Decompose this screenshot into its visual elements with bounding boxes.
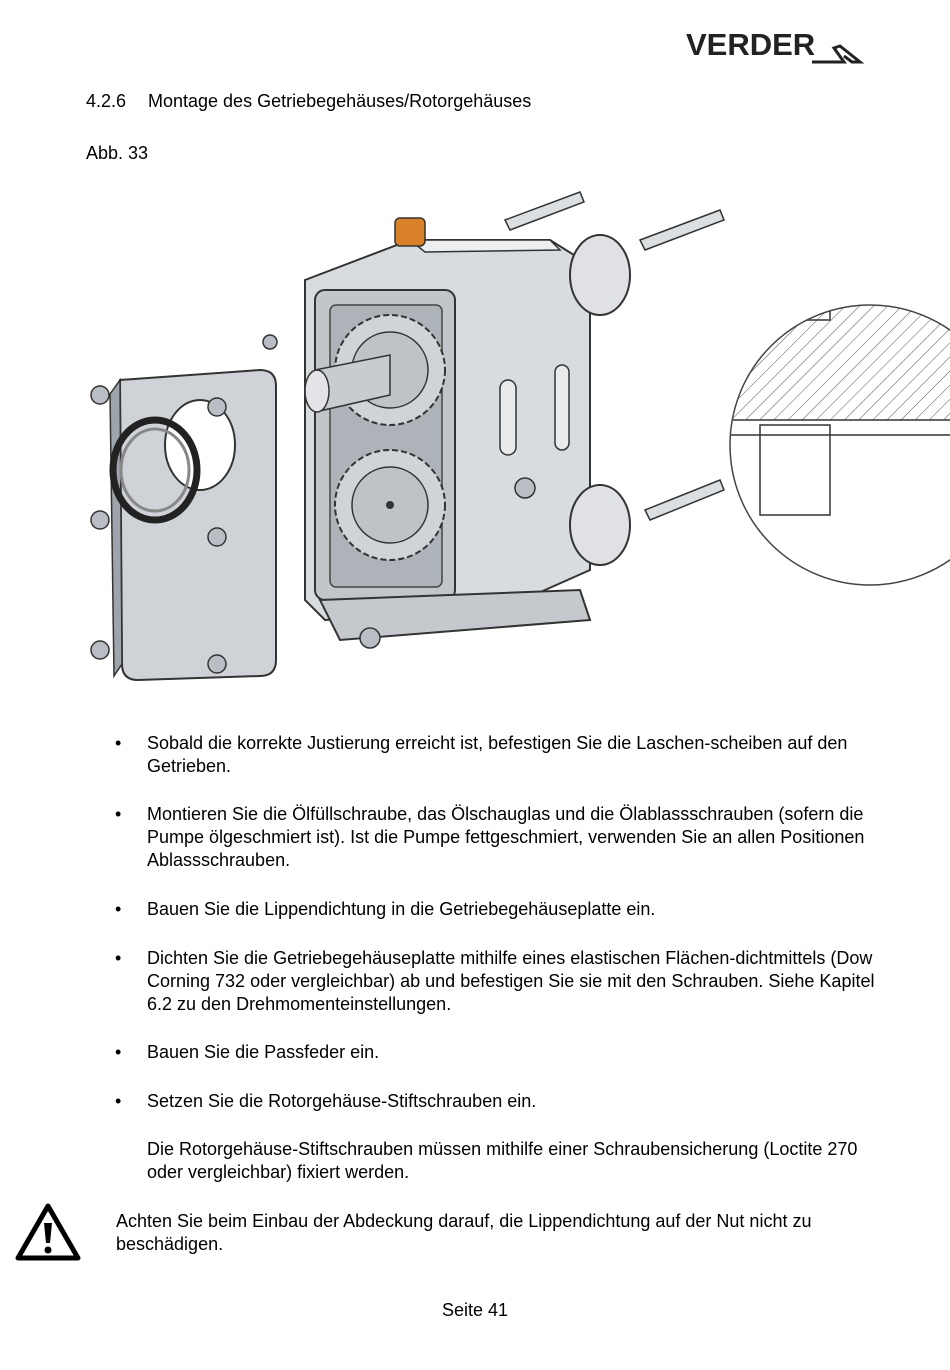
list-item-text: Setzen Sie die Rotorgehäuse-Stiftschrauben ein. — [147, 1091, 537, 1111]
section-title: Montage des Getriebegehäuses/Rotorgehäuses — [148, 91, 532, 111]
list-item-text: Bauen Sie die Passfeder ein. — [147, 1042, 380, 1062]
page-number: Seite 41 — [441, 1300, 509, 1320]
stud-note: Die Rotorgehäuse-Stiftschrauben müssen mithilfe einer Schraubensicherung (Loctite 270 oder vergleichbar) fixiert werden. — [147, 1139, 858, 1182]
list-item-text: Sobald die korrekte Justierung erreicht ist, befestigen Sie die Laschen-scheiben auf den Getrieben. — [147, 733, 848, 776]
list-item-text: Montieren Sie die Ölfüllschraube, das Ölschauglas und die Ölablassschrauben (sofern die Pumpe ölgeschmiert ist). Ist die Pumpe fettgeschmiert, verwenden Sie an allen Positionen Ablassschrauben. — [147, 804, 865, 870]
list-item-text: Bauen Sie die Lippendichtung in die Getriebegehäuseplatte ein. — [147, 899, 656, 919]
list-item: • Bauen Sie die Passfeder ein. — [115, 1042, 380, 1062]
verder-logo — [684, 26, 864, 66]
list-item: • Bauen Sie die Lippendichtung in die Getriebegehäuseplatte ein. — [115, 899, 656, 919]
section-detail — [720, 230, 950, 600]
assembly-drawing — [80, 180, 950, 690]
list-item: • Sobald die korrekte Justierung erreicht ist, befestigen Sie die Laschen-scheiben auf den Getrieben. — [115, 733, 848, 776]
list-item-text: Dichten Sie die Getriebegehäuseplatte mithilfe eines elastischen Flächen-dichtmittels (Dow Corning 732 oder vergleichbar) ab und befestigen Sie sie mit den Schrauben. Siehe Kapitel 6.2 zu den Drehmomenteinstellungen. — [147, 948, 875, 1014]
logo-text: VERDER — [686, 27, 816, 62]
instruction-list — [112, 732, 882, 1184]
section-number: 4.2.6 — [86, 91, 127, 111]
list-item: • Montieren Sie die Ölfüllschraube, das Ölschauglas und die Ölablassschrauben (sofern die Pumpe ölgeschmiert ist). Ist die Pumpe fettgeschmiert, verwenden Sie an allen Positionen Ablassschrauben. — [115, 804, 865, 870]
warning-text: Achten Sie beim Einbau der Abdeckung darauf, die Lippendichtung auf der Nut nicht zu beschädigen. — [116, 1211, 812, 1254]
gearbox-housing — [305, 218, 630, 648]
list-item: • Dichten Sie die Getriebegehäuseplatte mithilfe eines elastischen Flächen-dichtmittels (Dow Corning 732 oder vergleichbar) ab und befestigen Sie sie mit den Schrauben. Siehe Kapitel 6.2 zu den Drehmomenteinstellungen. — [115, 948, 875, 1014]
figure-label: Abb. 33 — [86, 143, 149, 163]
cover-plate — [110, 370, 276, 680]
warning-triangle-icon — [15, 1203, 81, 1261]
list-item: • Setzen Sie die Rotorgehäuse-Stiftschrauben ein. — [115, 1091, 537, 1111]
section-heading — [86, 91, 531, 112]
